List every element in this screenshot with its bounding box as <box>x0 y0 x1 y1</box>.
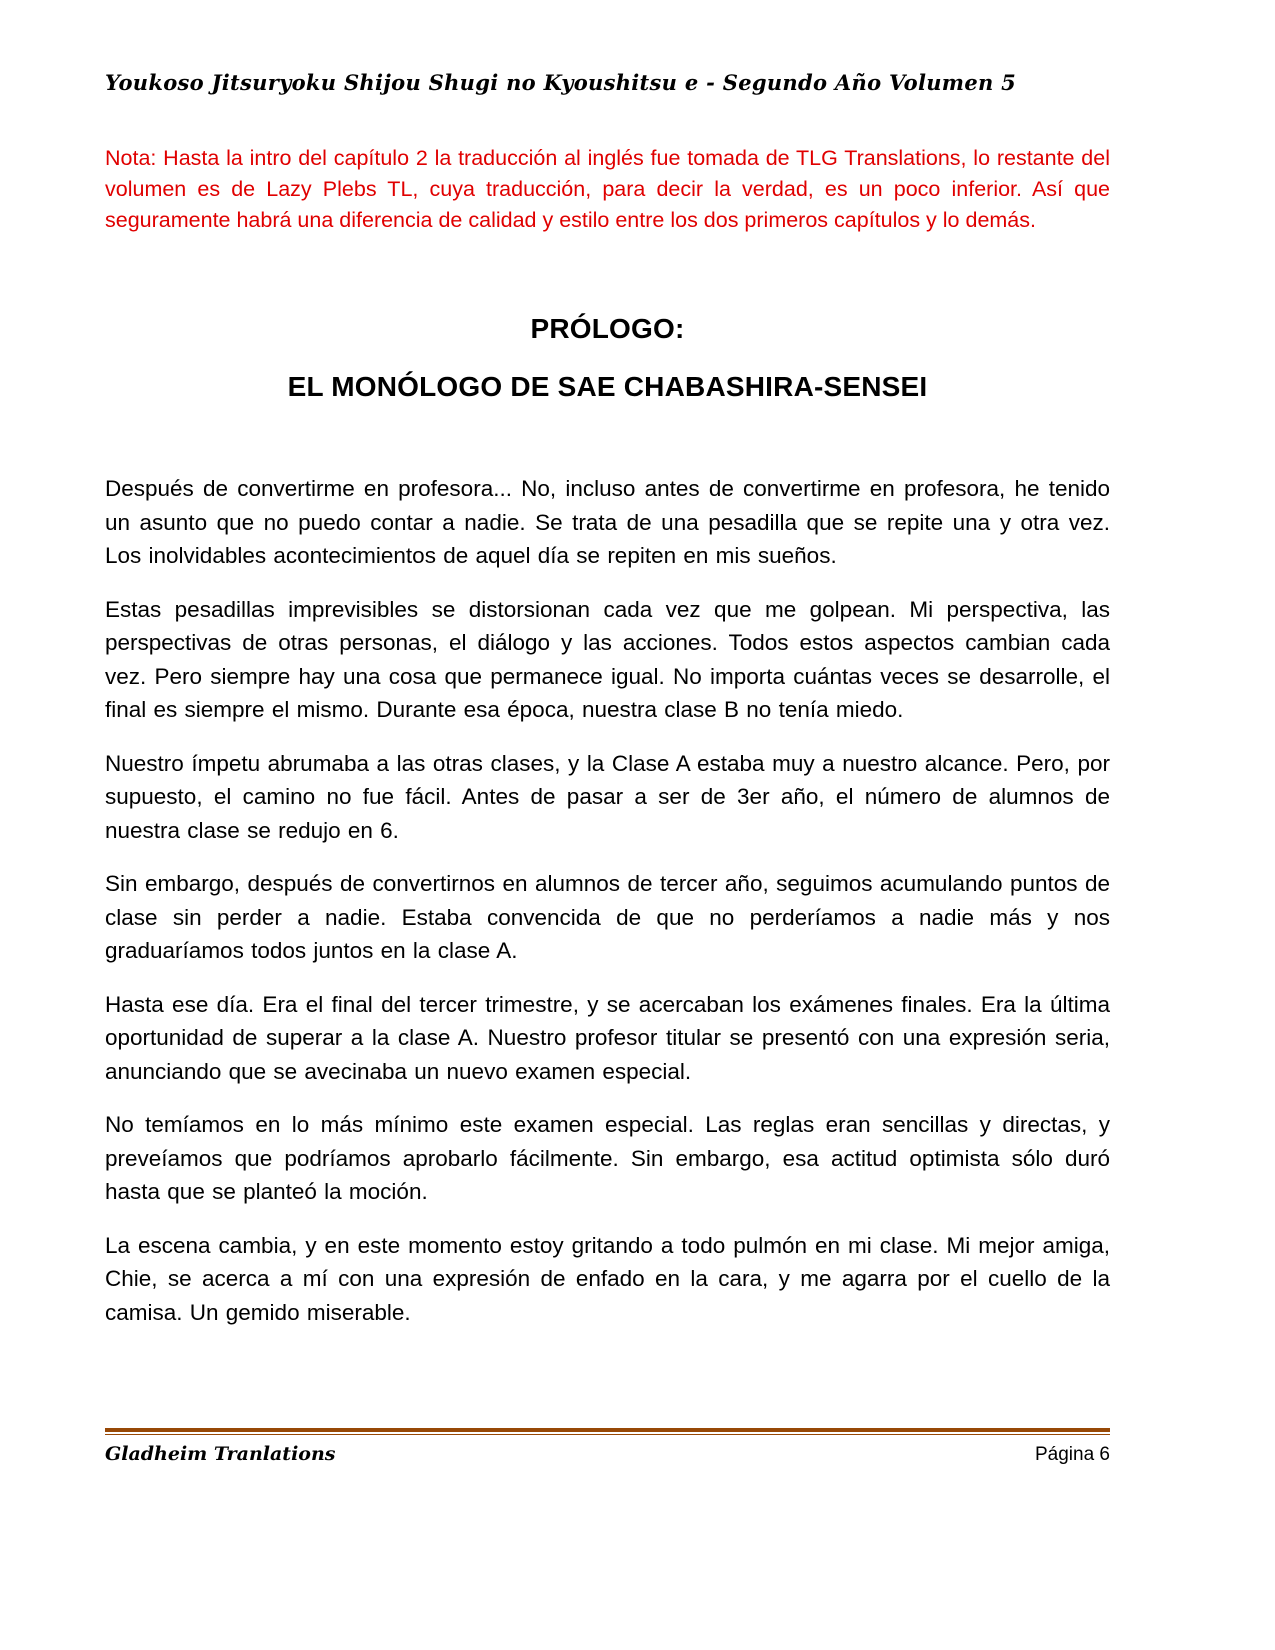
paragraph: Después de convertirme en profesora... No, incluso antes de convertirme en profesora, he tenido un asunto que no puedo contar a nadie. Se trata de una pesadilla que se repite una y otra vez. Los inolvidables acontecimientos de aquel día se repiten en mis sueños. <box>105 476 1110 568</box>
body-text <box>105 472 1110 1329</box>
paragraph: Nuestro ímpetu abrumaba a las otras clases, y la Clase A estaba muy a nuestro alcance. Pero, por supuesto, el camino no fue fácil. Antes de pasar a ser de 3er año, el número de alumnos de nuestra clase se redujo en 6. <box>105 750 1110 843</box>
translator-note: Nota: Hasta la intro del capítulo 2 la traducción al inglés fue tomada de TLG Translations, lo restante del volumen es de Lazy Plebs TL, cuya traducción, para decir la verdad, es un poco inferior. Así que seguramente habrá una diferencia de calidad y estilo entre los dos primeros capítulos y lo demás. <box>105 146 1110 232</box>
page-header <box>105 70 1110 95</box>
paragraph: Estas pesadillas imprevisibles se distorsionan cada vez que me golpean. Mi perspectiva, las perspectivas de otras personas, el diálogo y las acciones. Todos estos aspectos cambian cada vez. Pero siempre hay una cosa que permanece igual. No importa cuántas veces se desarrolle, el final es siempre el mismo. Durante esa época, nuestra clase B no tenía miedo. <box>105 596 1110 722</box>
paragraph: Sin embargo, después de convertirnos en alumnos de tercer año, seguimos acumulando puntos de clase sin perder a nadie. Estaba convencida de que no perderíamos a nadie más y nos graduaríamos todos juntos en la clase A. <box>105 871 1110 963</box>
paragraph: Hasta ese día. Era el final del tercer trimestre, y se acercaban los exámenes finales. Era la última oportunidad de superar a la clase A. Nuestro profesor titular se presentó con una expresión seria, anunciando que se avecinaba un nuevo examen especial. <box>105 991 1110 1084</box>
header-title: Youkoso Jitsuryoku Shijou Shugi no Kyoushitsu e - Segundo Año Volumen 5 <box>105 70 1017 95</box>
footer-translator-name: Gladheim Tranlations <box>105 1443 336 1465</box>
paragraph: No temíamos en lo más mínimo este examen especial. Las reglas eran sencillas y directas, y preveíamos que podríamos aprobarlo fácilmente. Sin embargo, esa actitud optimista sólo duró hasta que se planteó la moción. <box>105 1112 1110 1204</box>
prologue-title: PRÓLOGO: <box>530 313 685 344</box>
page-footer <box>105 1428 1110 1466</box>
paragraph: La escena cambia, y en este momento estoy gritando a todo pulmón en mi clase. Mi mejor amiga, Chie, se acerca a mí con una expresión de enfado en la cara, y me agarra por el cuello de la camisa. Un gemido miserable. <box>105 1232 1110 1325</box>
prologue-subtitle: EL MONÓLOGO DE SAE CHABASHIRA-SENSEI <box>287 371 928 402</box>
footer-page-number: Página 6 <box>1034 1444 1110 1465</box>
footer-divider <box>105 1428 1110 1435</box>
